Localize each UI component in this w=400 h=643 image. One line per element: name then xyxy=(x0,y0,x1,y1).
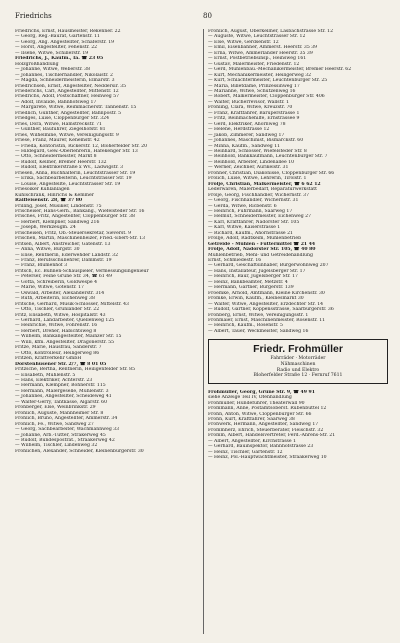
directory-entry: — Walter, Bücherrevisor, Wallstr. 1 xyxy=(208,99,289,105)
directory-entry: — Werner, Zeichner, Aurikelstr. 31 xyxy=(208,165,289,171)
directory-entry: Frommann, Anne, Postamtsoberst. Rübenbüttel 12 xyxy=(208,406,327,412)
directory-entry: — Reinhold, Bankkaufmann, Leuchtenburger Str. 7 xyxy=(208,154,328,160)
directory-entry: — Helene, Herdstrasse 12 xyxy=(208,127,270,133)
directory-entry: — Gustav, Malermeister, Friedenstr. 12 xyxy=(208,61,300,67)
directory-entry: — Ruth, Arbeiterin, Eichenweg 38 xyxy=(15,296,95,302)
directory-entry: Frohn, Anton, Witwe, Cloppenburger Str. 66 xyxy=(208,411,312,417)
directory-entry: Fritz, Elisabeth, Witwe, Hospitalstr. 43 xyxy=(15,312,106,318)
directory-entry: Raiffeisenstr. 28, ☎ 37 80 xyxy=(15,198,83,204)
directory-entry: — Gerd, Elektriker, Ahornweg 78 xyxy=(208,121,286,127)
directory-entry: Lederwaren, Malerbedarf, Reparaturwerkstatt xyxy=(208,187,317,193)
directory-entry: Fromke, Erwin, Kaufm., Kleinesmarkt 30 xyxy=(208,296,304,302)
directory-entry: Frölje, Adolf, Nadorster Str. 105, ☎ 40 80 xyxy=(208,247,316,253)
directory-entry: Fromm, Albert, Handelsvertreter, Ferd.-Ahrens-Str. 21 xyxy=(208,433,336,439)
directory-entry: — Marie, Witwe, Gotenstr. 17 xyxy=(15,285,84,291)
directory-entry: — Kurt, Mechanikermeister, Heiligerweg 32 xyxy=(208,72,312,78)
left-column xyxy=(15,29,200,454)
directory-entry: — Kurt, Schlachtermeister, Leuchtenburger Str. 25 xyxy=(208,78,328,84)
directory-entry: Fritsen, Albert, Anstreicher, Gatenstr. 13 xyxy=(15,241,111,247)
directory-entry: — Rudolf, Kellner, Bremer Heerstr. 132 xyxy=(15,159,107,165)
directory-entry: — Johanne, Witwe, Weberstr. 38 xyxy=(15,67,91,73)
directory-entry: — Johannes, Tischlerhändler, Nikolaistr. 2 xyxy=(15,72,113,78)
right-column-entries-bottom xyxy=(208,390,388,461)
directory-entry: — Albert, Angestellter, Kirchstrasse 1 xyxy=(208,438,297,444)
directory-entry: — Gerhard, Geschäftsinhaber, Bürgerwohnweg 207 xyxy=(208,263,329,269)
directory-entry: Getreide - Mühlen - Futtermittel ☎ 21 44 xyxy=(208,241,316,247)
directory-entry: — Otto, Kontrolleur, Heiligerweg 86 xyxy=(15,350,100,356)
directory-entry: — Hans, Elektriker, Achterstr. 23 xyxy=(15,378,93,383)
directory-entry: Fröhlichen, Alexander, Schneider, Kleinenburgerstr. 30 xyxy=(15,448,144,454)
directory-entry: — Jakob, Zimmerer, Sandweg 17 xyxy=(208,132,285,138)
directory-entry: — Heinz, Pol.-Hauptwachtmeister, Straakerweg 10 xyxy=(208,455,327,461)
directory-entry: — Franz, Berufsschullehrer, Dammstr. 19 xyxy=(15,258,112,264)
directory-entry: — Gotta, Schreiberin, Goldwespe 4 xyxy=(15,279,98,285)
directory-entry: Frohmüller, Georg, Grüne Str. 9, ☎ 49 91 xyxy=(208,389,315,395)
directory-entry: — Gerd, Mühlenbau.-Mechanikermeister, Bremer Heerstr. 62 xyxy=(208,67,352,73)
directory-entry: Fritsche, Gerhard, Musik-Schlosser, Mittelstr. 43 xyxy=(15,301,129,307)
directory-entry: — Willi, kfm. Angestellter, Dragonerstr. 55 xyxy=(15,339,115,345)
directory-entry: — Albert, Tauer, Weckmeister, Sandweg 16 xyxy=(208,328,309,334)
directory-entry: — Adolf, Invalide, Bahnhofsweg 17 xyxy=(15,99,97,105)
directory-entry: Friedrichs, Ernst, Hausmeister, Rekenner. 22 xyxy=(15,29,121,34)
directory-entry: — Heinrich, Kaufm., Rosenstr. 5 xyxy=(208,323,283,329)
directory-entry: Frolich, Luise, Witwe, Lehrerin, Tirolstr. 1 xyxy=(208,176,307,182)
directory-entry: — Walter-Gerry, Tantkasse, Algarstr. 60 xyxy=(15,399,108,405)
directory-entry: Fröhlich, Auguste, Mannheimer Str. 8 xyxy=(15,410,104,416)
directory-entry: Friedlich, Günther, Angestellter, Bahnpostr. 5 xyxy=(15,110,122,116)
directory-entry: — Günther, Bauführer, Ziegelhofstr. 81 xyxy=(15,127,106,133)
directory-entry: — Else, Witwe, Gerdsenstr. 12 xyxy=(208,39,279,45)
ad-line: Nähmaschinen xyxy=(280,361,316,367)
page-number: 80 xyxy=(203,12,212,20)
right-column xyxy=(208,29,388,461)
directory-entry: Mühlenbetrieb, Mehl- und Getreidehandlung xyxy=(208,252,313,258)
directory-entry: Frilling, Josef, Musiker, Lindenstr. 75 xyxy=(15,203,102,209)
directory-entry: — Georg, Fischhändler, Wichernstr. 31 xyxy=(208,198,299,204)
directory-entry: — Otto, Schneidermeister, Markt 8 xyxy=(15,154,97,160)
directory-entry: — Franz, Kraftfahrer, Baruperstrasse 1 xyxy=(208,110,300,116)
directory-entry: — Heinz, Tischler, Gartenstr. 12 xyxy=(208,449,283,455)
directory-entry: Frohmaier, Ernst, Maschinenmeister, Rosenstr. 11 xyxy=(208,318,326,324)
directory-entry: Friesen, Anna, Buchhalterin, Leuchtstrasser Str. 19 xyxy=(15,170,136,176)
directory-entry: — Emil, Eisenbahner, Ammerst. Heerstr. 35 39 xyxy=(208,45,318,51)
directory-entry: — Heinrichie, Witwe, Föhrenstr. 16 xyxy=(15,323,98,329)
ad-title: Friedr. Frohmüller xyxy=(253,343,343,356)
directory-entry: — Reinhard, Schlosser, Wiefelsteder Str. 8 xyxy=(208,148,307,154)
directory-entry: Frohwerk, Hermann, Angestellter, Sandweg 17 xyxy=(208,422,319,428)
directory-entry: — Gerhard, Bauinspektor, Bahnhofstrasse 23 xyxy=(208,444,314,450)
directory-entry: Dorstenhusener Str. 2/7, ☎ 8 01 05 xyxy=(15,361,107,367)
directory-entry: — Wilhelm, Tischler, Lindenweg 32 xyxy=(15,443,98,449)
directory-entry: Fritzen, Kraftverkehr GmbH xyxy=(15,356,82,362)
directory-entry: — Hermann, Malergeselle, Mühlenstr. 3 xyxy=(15,388,109,394)
directory-entry: — Anna, Witwe, Burgstr. 30 xyxy=(15,247,80,253)
directory-entry: Frisches, Fritz, Angestellter, Cloppenburger Str. 38 xyxy=(15,214,135,220)
right-column-entries-top xyxy=(208,29,388,334)
directory-entry: — Marianne, Witwe, Schützenweg 16 xyxy=(208,88,296,94)
directory-entry: Fröhlich, August, Oberkellner, Lasbachstrasse Str. 12 xyxy=(208,29,333,34)
directory-entry: — Erika, Sachbearbeiterin, Leuchtstrasser Str. 19 xyxy=(15,176,132,182)
directory-entry: — Karl, Kraftfahrer, Nadorster Str. 105 xyxy=(208,219,300,225)
page-header xyxy=(15,12,385,24)
directory-entry: siehe Anzeige Teil IV, Ofenhandlung xyxy=(208,395,292,401)
directory-entry: — Louise, Angestellte, Leuchtstrasser Str. 19 xyxy=(15,181,121,187)
directory-entry: Fritzsche, Bertha, Rentnerin, Heiligenfelder Str. 85 xyxy=(15,367,136,373)
directory-entry: — Maria, Billetdame, Prinzessinweg 17 xyxy=(208,83,300,89)
column-divider xyxy=(203,29,204,634)
directory-entry: — Heinrich, Fuhrmann, Saarweg 17 xyxy=(208,208,293,214)
directory-entry: — Rudolf, Elektrikerstraße x Wv., Ladwigstr. 3 xyxy=(15,165,124,171)
directory-entry: — Otto, Tischler, Grünlander Str. 22 xyxy=(15,307,100,313)
directory-entry: — Richard, Kaufm., Ahornstrasse 21 xyxy=(208,230,293,236)
directory-entry: — Joseph, Werkzeugm. 24 xyxy=(15,225,76,231)
directory-entry: Fries, Dora, Witwe, Hamstreckstr. 71 xyxy=(15,121,102,127)
directory-entry: — Ilsene, Witwe, Schillerstr. 19 xyxy=(15,50,89,56)
directory-entry: — Frieda, Kontoristin, Rickerstr. 12, Bloherfelder Str. 20 xyxy=(15,143,148,149)
directory-entry: Kühlschrank, Hinrichs & Kemmer xyxy=(15,192,94,198)
directory-entry: — Hildegard, Gew.-Oberlehrerin, Hafekenger Str. 13 xyxy=(15,148,138,154)
directory-entry: — Fritz, Reinmachehilfe, Ernstrassee 9 xyxy=(208,116,300,122)
directory-entry: — Elise, Rentnerin, Ederwehder Landstr. 32 xyxy=(15,252,119,258)
running-head: Friedrichs xyxy=(15,12,52,20)
directory-entry: — Hermann, Klempner, Bohnerstr. 115 xyxy=(15,383,106,389)
directory-entry: — Georg, Ang. Angestellter, Schäferstr. 19 xyxy=(15,39,115,45)
directory-entry: — Gerda, Witwe, Ricbenstr. 6 xyxy=(208,203,277,209)
directory-entry: Fröhlich, Bruno, Angestellter, Ammerstr. 34 xyxy=(15,416,118,422)
directory-entry: — Karl, Witwe, Kaiserstrasse 1 xyxy=(208,225,281,231)
directory-entry: Fries, Wilhelmine, Witwe, Vereinigungsstr. 9 xyxy=(15,132,119,138)
ad-line: Fahrräder · Motorräder xyxy=(270,356,326,362)
directory-entry: Friedges, Luise, Cloppenburger Str. 324 xyxy=(15,116,110,122)
directory-entry: — Peterser, Feine Grüne Str. 34, ☎ 61 49 xyxy=(15,274,113,280)
directory-entry: Friesoiker Kühlanlagen xyxy=(15,187,70,193)
directory-entry: Friederichs, Carl, Angestellter, Mittenstr. 12 xyxy=(15,88,119,94)
directory-entry: — Herbert, Dreher, Habichtsweg 8 xyxy=(15,328,97,334)
directory-entry: Frischen, Martin, Maschinenheizer, Fried.-Ebert-Str. 13 xyxy=(15,236,146,242)
directory-entry: — Gerhard, Landarbeiter, Quellenweg 125 xyxy=(15,318,115,324)
directory-entry: — Horst, Angestellter, Fehenstr. 22 xyxy=(15,45,98,51)
directory-entry: — Oswald, Arbeiter, Alexanderstr. 314 xyxy=(15,290,105,296)
directory-entry: Frommherz, Ehrich, Steuerberater, Fleischstr. 32 xyxy=(208,427,324,433)
directory-entry: — Erna, Witwe, Ammerländer Heerstr. 35 39 xyxy=(208,50,313,56)
directory-entry: Fritze, Marie, Hausfrau, Sanderstr. 7 xyxy=(15,345,102,351)
directory-entry: — Franz, Blumenhof 3 xyxy=(15,263,68,269)
directory-entry: — Johanne, Arb.-Tutter, Strakerweg 45 xyxy=(15,432,106,438)
directory-entry: Friese, Franz, Maurer, Kehemstr. 42 xyxy=(15,138,100,144)
directory-entry: Frölje, Christian, Malkermeister, ☎ 6 62 12 xyxy=(208,181,321,187)
directory-entry: — Reinhold, Arbeiter, Lindenallee 10 xyxy=(208,159,295,165)
directory-entry: Frohberger, Else, Weinbrinkstr. 29 xyxy=(15,405,96,411)
directory-entry: — Johannes, Maschinist, Bismarckstr. 60 xyxy=(208,138,304,144)
directory-entry: — Rudolf, Gärtner, Koppensstrasse, Saarburgerstr. 36 xyxy=(208,307,334,313)
directory-entry: — Margarete, Witwe, Reimmacherstr. Tannenstr. 15 xyxy=(15,105,137,111)
directory-entry: — Hans, Installateur, Jügelsberger Str. 17 xyxy=(208,268,306,274)
directory-entry: Fritsch, Ec. Bühnen-Schauspieler, Vermessungsingenieur xyxy=(15,268,149,274)
directory-entry: Frischeisen, Fritz, Ob.-Steuersekretär, Sieverst. 9 xyxy=(15,230,132,236)
directory-entry: Frohmüller, Hundeführer, Theaterwall 90 xyxy=(208,400,305,406)
directory-entry: Ernst, Schmiedestr. 16 xyxy=(208,258,262,264)
directory-entry: — Herbert, Klempner, Sandweg 216 xyxy=(15,219,100,225)
directory-entry: Fröhling, Clara, Witwe, Kreuzstr. 70 xyxy=(208,105,293,111)
directory-entry: — Heinz, Bankbeamter, Metzstr. 4 xyxy=(208,279,288,285)
directory-entry: Friedrichs, J., Kaufm., Ia. ☎ 23 05 xyxy=(15,56,104,62)
directory-entry: Holzgroßhandlung xyxy=(15,61,59,67)
directory-entry: Friedrichsen, Ernst, Angestellter, Neddersir. 35 xyxy=(15,83,127,89)
directory-entry: — Magda, Schneidermeisterin, Elmarstr. 3 xyxy=(15,78,115,84)
directory-entry: — Wilhelm, Bankangestellter, Mainzer Str. 15 xyxy=(15,334,122,340)
directory-entry: — Elisabeth, Mühlenstr. 5 xyxy=(15,372,76,378)
directory-entry: — Johannes, Angestellter, Scheideweg 41 xyxy=(15,394,112,400)
directory-entry: — Georg, Reg.-Baurat, Gartenstr. 11 xyxy=(15,34,100,40)
directory-entry: — Minna, Kaufm., Sandweg 11 xyxy=(208,143,281,149)
directory-entry: Froemke, Arnold, Amtmann, Kleine Kirchenstr. 30 xyxy=(208,290,325,296)
directory-entry: — Ernst, Postbetriebsinsp., Heinsweg 161 xyxy=(208,56,307,62)
directory-entry: Frischeiser, Hans-Gerh., Bankang., Wiefelsteder Str. 16 xyxy=(15,208,145,214)
directory-entry: — Rudolf, Bundespostrat., Straakerweg 42 xyxy=(15,437,115,443)
directory-entry: Frohn, Kurt, Kraftfahrer, Saarweg 38 xyxy=(208,417,295,423)
directory-entry: Friedrichs, Adolf, Postschaffner, Heinweg 57 xyxy=(15,94,120,100)
directory-entry: — Robert, Malkermeister, Cloppenburger Str. 406 xyxy=(208,94,325,100)
ad-line: Bloherfelder Straße 12 · Fernruf 7611 xyxy=(253,373,343,379)
directory-entry: Fröhlich, Fe., Witwe, Sandweg 27 xyxy=(15,421,94,427)
directory-entry: — Heinrich, Baur, Jügelsberger Str. 17 xyxy=(208,274,298,280)
directory-entry: Frohner, Christian, Diakonisse, Cloppenburger Str. 66 xyxy=(208,170,335,176)
directory-entry: — Georg, Sachbearbeiter, Wachmannweg 33 xyxy=(15,427,120,433)
ad-line: Radio und Elektro xyxy=(276,367,320,373)
directory-entry: — Walter, Witwe, Angestellter, Erzdechter Str. 14 xyxy=(208,301,324,307)
directory-entry: Frölje, Georg, Fischhändler, Wichernstr. 37 xyxy=(208,192,310,198)
directory-entry: — Hermann, Gärtner, Bürgerstr. 139 xyxy=(208,285,294,291)
directory-entry: — Auguste, Witwe, Leuchtstrasser Str. 12 xyxy=(208,34,306,40)
advertisement-box xyxy=(208,339,388,383)
directory-entry: Frohberg, Ernst, Witwe, Vereinigungsstr. 1 xyxy=(208,312,309,318)
directory-entry: — Helmut, Schneidermeister, Eichenweg 27 xyxy=(208,214,312,220)
directory-entry: Fröllje, Adolf, Radtkeim, Mühlenbetrieb xyxy=(208,236,302,242)
